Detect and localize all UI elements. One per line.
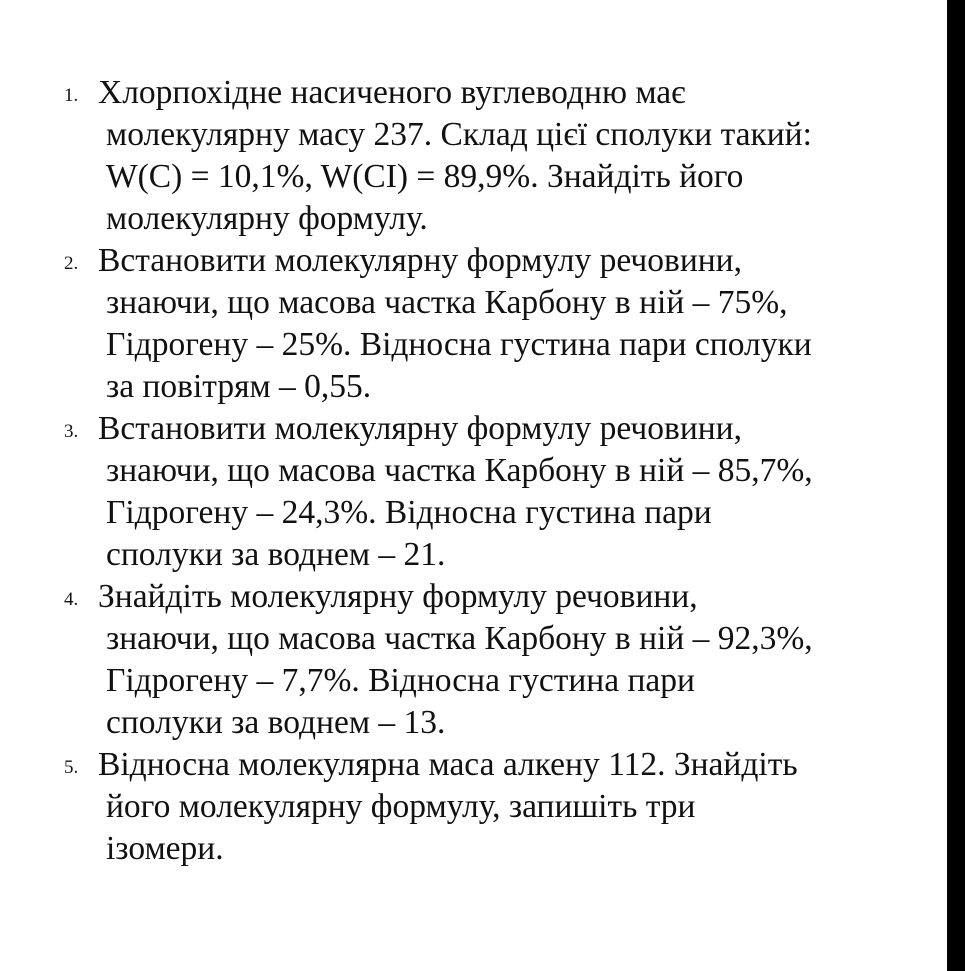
problem-number: 1.: [64, 85, 79, 106]
problem-list: [64, 72, 924, 870]
problem-number: 3.: [64, 421, 79, 442]
problem-line: Знайдіть молекулярну формулу речовини,: [98, 578, 698, 615]
problem-line: Хлорпохідне насиченого вуглеводню має: [98, 74, 686, 111]
problem-item: [64, 240, 924, 408]
problem-line: молекулярну масу 237. Склад цієї сполуки такий:: [106, 116, 812, 153]
problem-line: W(C) = 10,1%, W(CI) = 89,9%. Знайдіть його: [106, 158, 744, 195]
problem-number: 2.: [64, 253, 79, 274]
problem-line: Відносна молекулярна маса алкену 112. Знайдіть: [98, 746, 798, 783]
problem-line: його молекулярну формулу, запишіть три: [106, 788, 696, 825]
problem-line: сполуки за воднем – 13.: [106, 704, 446, 741]
problem-item: [64, 744, 924, 870]
problem-line: Гідрогену – 25%. Відносна густина пари сполуки: [106, 326, 812, 363]
problem-line: Встановити молекулярну формулу речовини,: [98, 242, 742, 279]
page-edge-border: [947, 0, 965, 971]
problem-line: ізомери.: [106, 830, 224, 867]
problem-item: [64, 408, 924, 576]
problem-line: Гідрогену – 24,3%. Відносна густина пари: [106, 494, 712, 531]
problem-line: знаючи, що масова частка Карбону в ній – 85,7%,: [106, 452, 813, 489]
problem-number: 4.: [64, 589, 79, 610]
problem-line: Встановити молекулярну формулу речовини,: [98, 410, 742, 447]
problem-line: за повітрям – 0,55.: [106, 368, 372, 405]
problem-item: [64, 72, 924, 240]
problem-line: молекулярну формулу.: [106, 200, 428, 237]
problem-item: [64, 576, 924, 744]
problem-line: знаючи, що масова частка Карбону в ній – 92,3%,: [106, 620, 813, 657]
problem-line: знаючи, що масова частка Карбону в ній – 75%,: [106, 284, 788, 321]
problem-number: 5.: [64, 757, 79, 778]
problem-line: Гідрогену – 7,7%. Відносна густина пари: [106, 662, 695, 699]
problem-line: сполуки за воднем – 21.: [106, 536, 446, 573]
